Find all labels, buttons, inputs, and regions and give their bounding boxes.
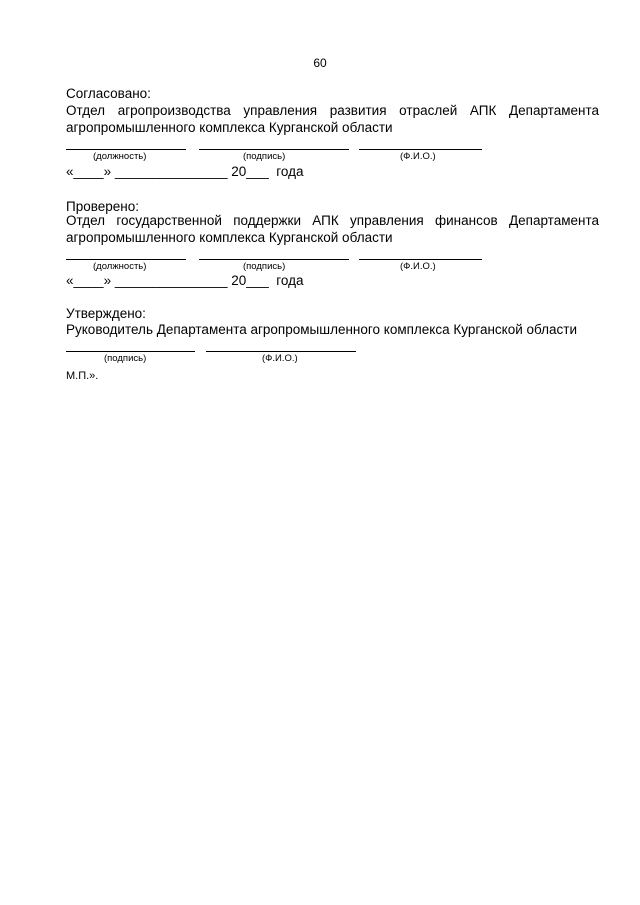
caption-signature: (подпись) <box>243 261 286 272</box>
signature-line <box>199 259 349 260</box>
department-line-2: агропромышленного комплекса Курганской области <box>66 230 393 245</box>
date-day-blank: ____ <box>73 273 104 288</box>
full-name-line <box>359 149 482 150</box>
position-signature-line <box>66 259 186 260</box>
date-row <box>66 273 304 288</box>
head-of-department-line: Руководитель Департамента агропромышленного комплекса Курганской области <box>66 322 578 337</box>
seal-place-label: М.П.». <box>66 370 99 382</box>
caption-position: (должность) <box>93 261 147 272</box>
page-number: 60 <box>313 56 327 70</box>
date-year: 20___ <box>231 164 269 179</box>
department-line-1: Отдел агропроизводства управления развития отраслей АПК Департамента <box>66 103 599 118</box>
department-line-1: Отдел государственной поддержки АПК управления финансов Департамента <box>66 213 599 228</box>
date-close-quote: » <box>103 273 112 288</box>
date-open-quote: « <box>66 164 74 179</box>
date-year-word: года <box>276 273 304 288</box>
date-close-quote: » <box>103 164 112 179</box>
full-name-line <box>359 259 482 260</box>
date-open-quote: « <box>66 273 74 288</box>
caption-signature: (подпись) <box>243 151 286 162</box>
signature-line <box>66 351 195 352</box>
date-year: 20___ <box>231 273 269 288</box>
date-row <box>66 164 304 179</box>
approval-heading-approved: Утверждено: <box>66 306 146 321</box>
caption-signature: (подпись) <box>104 353 147 364</box>
department-line-2: агропромышленного комплекса Курганской области <box>66 120 393 135</box>
date-day-blank: ____ <box>73 164 104 179</box>
caption-full-name: (Ф.И.О.) <box>400 261 436 272</box>
date-month-blank: _______________ <box>114 164 228 179</box>
full-name-line <box>206 351 356 352</box>
caption-position: (должность) <box>93 151 147 162</box>
date-year-word: года <box>276 164 304 179</box>
signature-line <box>199 149 349 150</box>
approval-heading-agreed: Согласовано: <box>66 86 151 101</box>
position-signature-line <box>66 149 186 150</box>
date-month-blank: _______________ <box>114 273 228 288</box>
approval-heading-checked: Проверено: <box>66 199 139 214</box>
caption-full-name: (Ф.И.О.) <box>262 353 298 364</box>
caption-full-name: (Ф.И.О.) <box>400 151 436 162</box>
